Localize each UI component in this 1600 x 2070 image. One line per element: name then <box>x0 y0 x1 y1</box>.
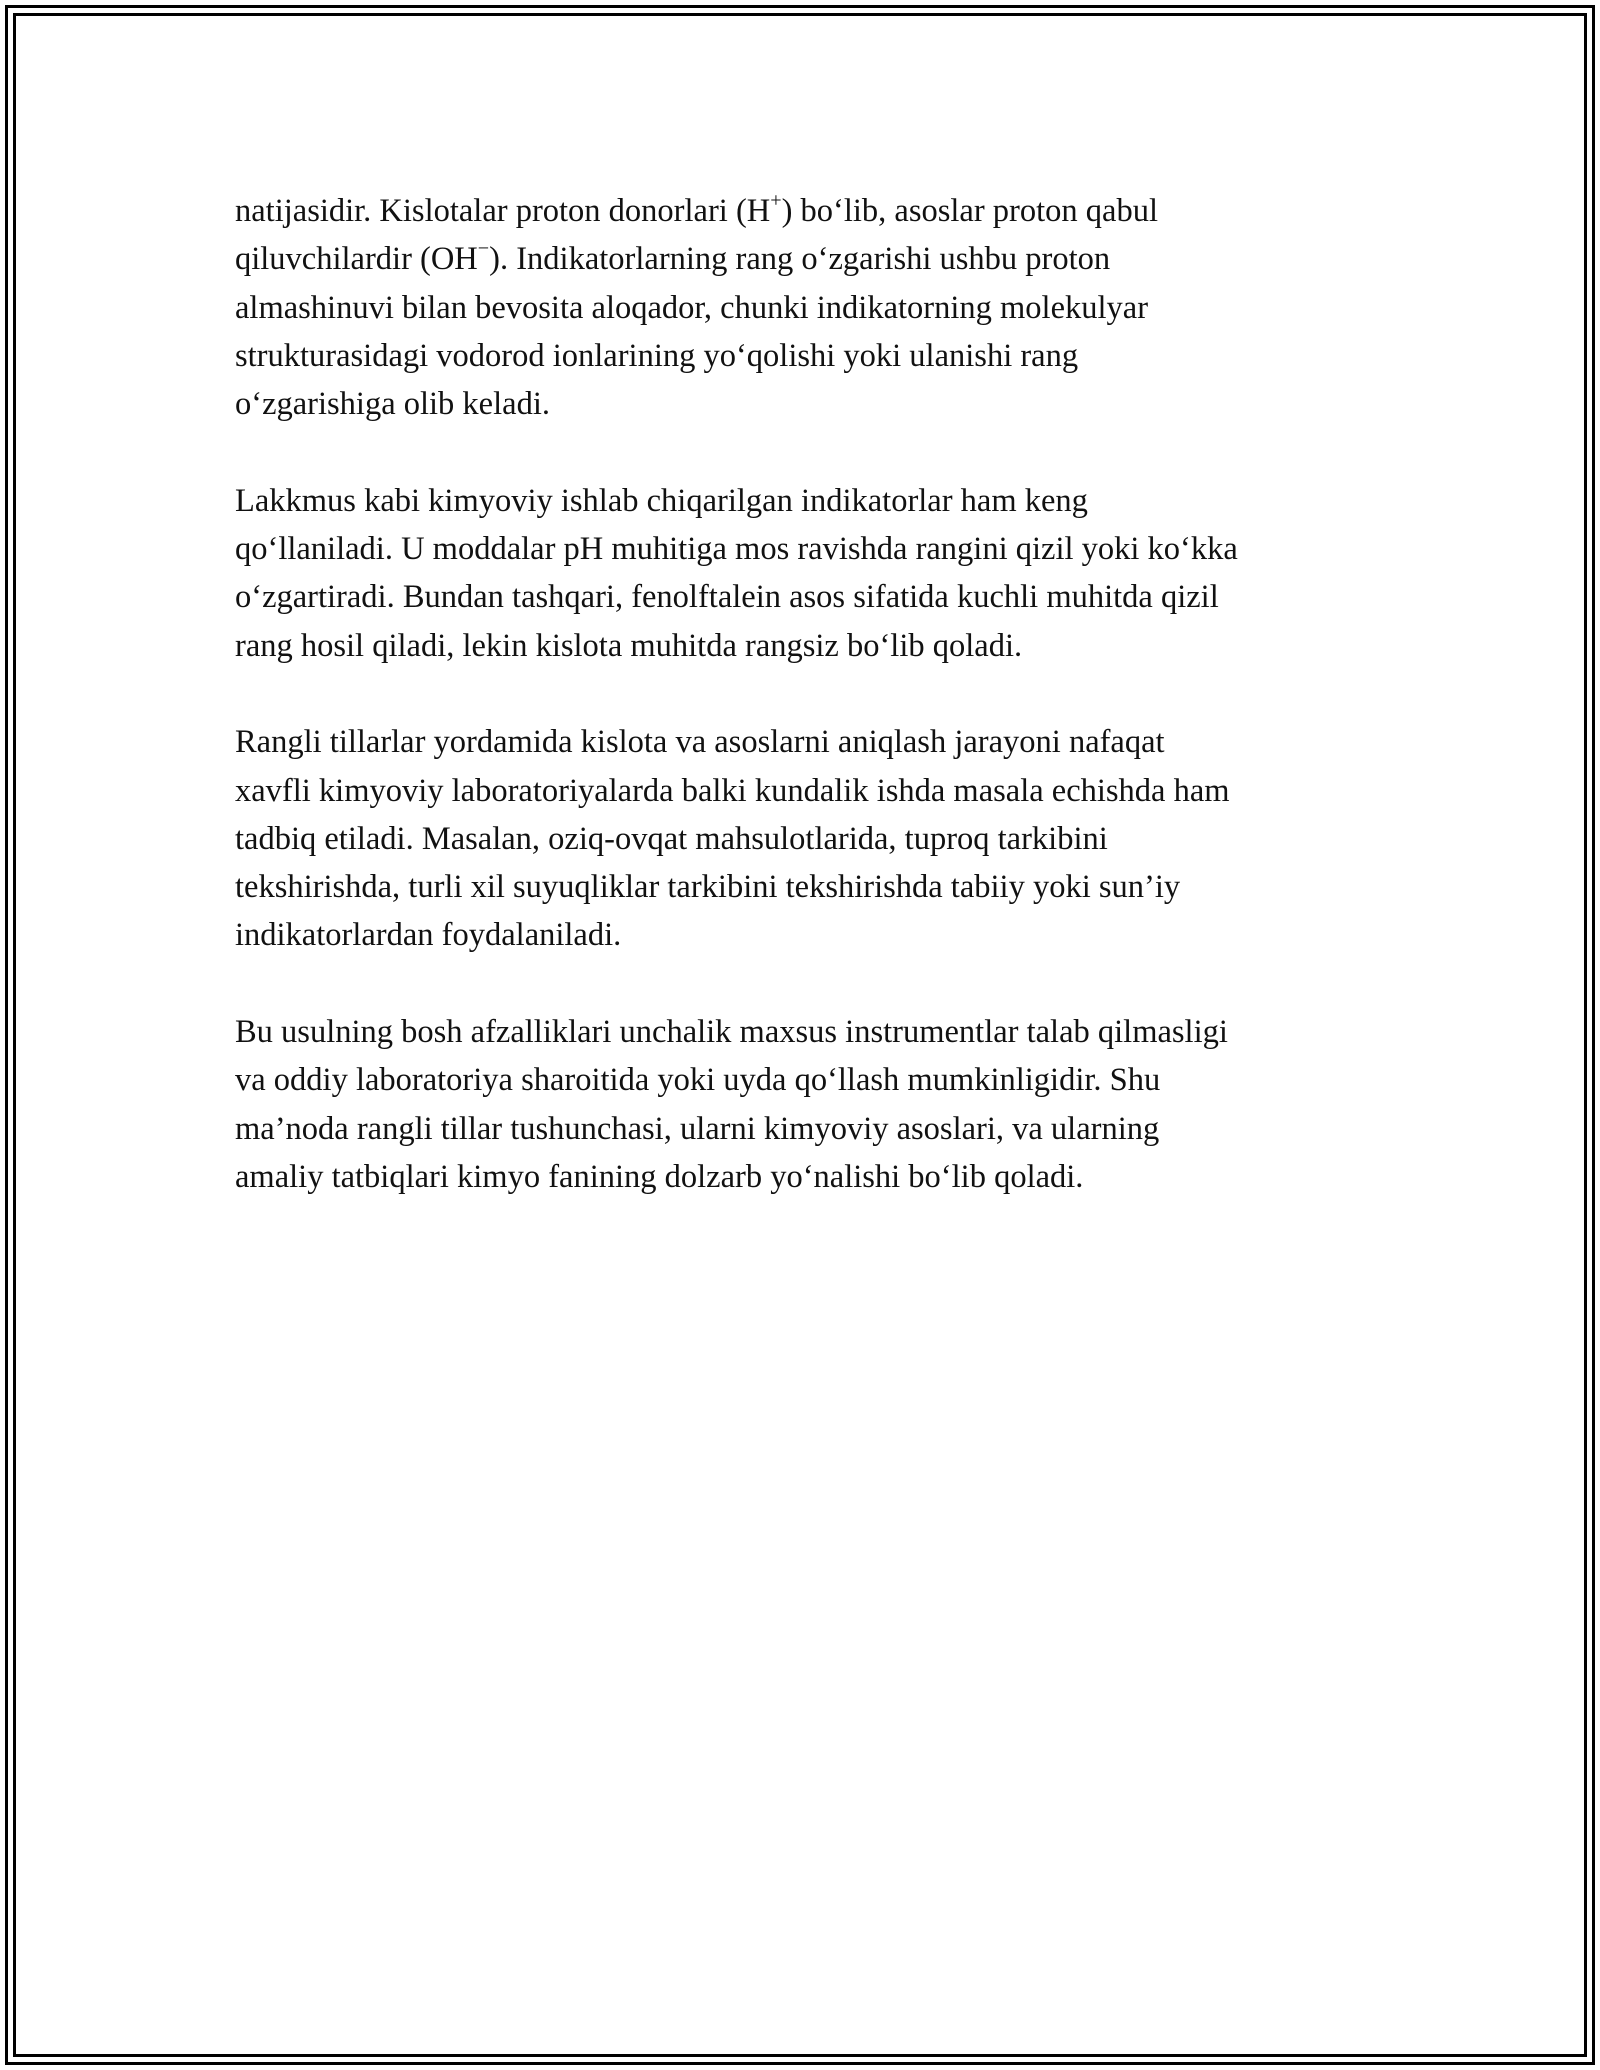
text-line: va oddiy laboratoriya sharoitida yoki uyda qo‘llash mumkinligidir. Shu <box>235 1062 1161 1099</box>
text-line: strukturasidagi vodorod ionlarining yo‘qolishi yoki ulanishi rang <box>235 337 1079 374</box>
text-line: amaliy tatbiqlari kimyo fanining dolzarb yo‘nalishi bo‘lib qoladi. <box>235 1158 1084 1195</box>
text-line: tekshirishda, turli xil suyuqliklar tarkibini tekshirishda tabiiy yoki sun’iy <box>235 869 1181 906</box>
text-line: tadbiq etiladi. Masalan, oziq-ovqat mahsulotlarida, tuproq tarkibini <box>235 820 1108 857</box>
paragraph-2 <box>235 477 1395 670</box>
text-line: Rangli tillarlar yordamida kislota va asoslarni aniqlash jarayoni nafaqat <box>235 724 1165 761</box>
superscript-plus: + <box>770 189 782 212</box>
text-line: qo‘llaniladi. U moddalar pH muhitiga mos ravishda rangini qizil yoki ko‘kka <box>235 531 1238 568</box>
text-line: natijasidir. Kislotalar proton donorlari (H+) bo‘lib, asoslar proton qabul <box>235 189 1158 229</box>
paragraph-4 <box>235 1008 1395 1201</box>
text-line: almashinuvi bilan bevosita aloqador, chunki indikatorning molekulyar <box>235 289 1149 326</box>
text-line: ma’noda rangli tillar tushunchasi, ularni kimyoviy asoslari, va ularning <box>235 1110 1160 1147</box>
superscript-minus: − <box>477 237 490 260</box>
text-line: o‘zgartiradi. Bundan tashqari, fenolftalein asos sifatida kuchli muhitda qizil <box>235 579 1219 616</box>
paragraph-3 <box>235 718 1395 959</box>
document-body <box>235 187 1395 1250</box>
text-line: xavfli kimyoviy laboratoriyalarda balki kundalik ishda masala echishda ham <box>235 772 1230 809</box>
text-line: o‘zgarishiga olib keladi. <box>235 386 550 423</box>
text-line: qiluvchilardir (OH−). Indikatorlarning rang o‘zgarishi ushbu proton <box>235 237 1111 278</box>
paragraph-1 <box>235 187 1395 428</box>
text-line: Lakkmus kabi kimyoviy ishlab chiqarilgan indikatorlar ham keng <box>235 482 1088 519</box>
text-line: indikatorlardan foydalaniladi. <box>235 917 622 954</box>
text-line: Bu usulning bosh afzalliklari unchalik maxsus instrumentlar talab qilmasligi <box>235 1014 1228 1051</box>
text-line: rang hosil qiladi, lekin kislota muhitda rangsiz bo‘lib qoladi. <box>235 627 1023 664</box>
